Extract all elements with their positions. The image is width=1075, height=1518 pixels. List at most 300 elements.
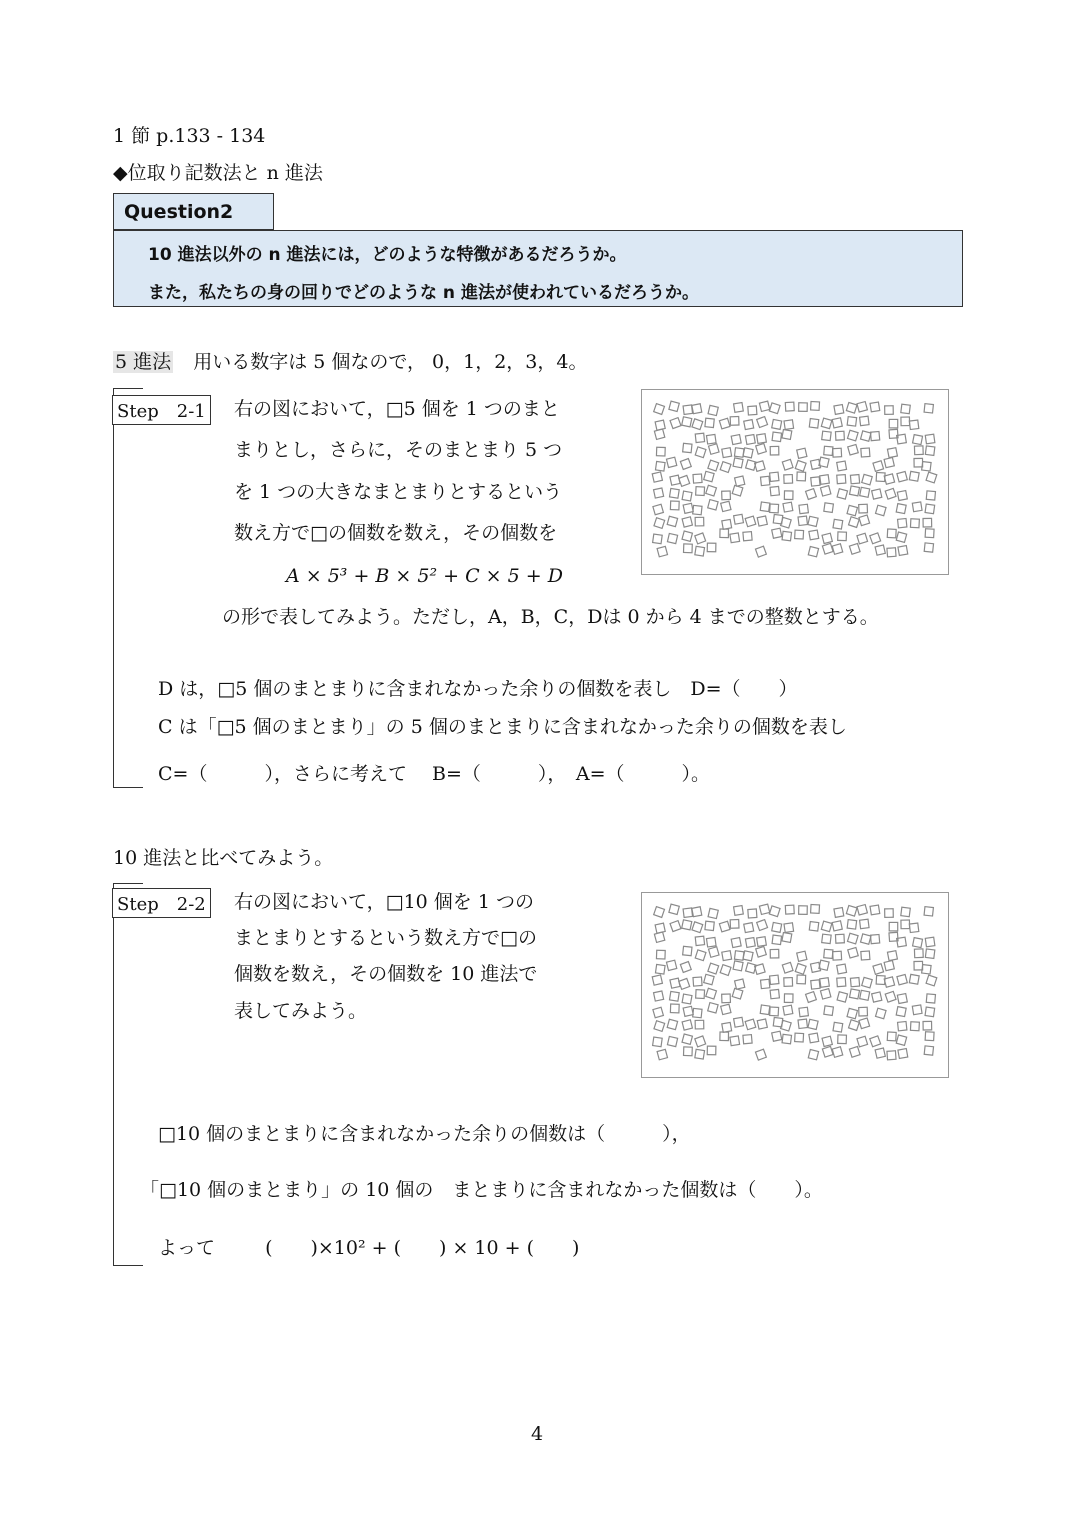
- square-shape: [870, 533, 881, 544]
- square-shape: [683, 1006, 693, 1016]
- square-shape: [770, 486, 779, 495]
- square-shape: [926, 994, 935, 1003]
- square-shape: [696, 990, 705, 999]
- square-shape: [695, 447, 706, 458]
- square-shape: [926, 975, 937, 986]
- square-shape: [822, 934, 831, 943]
- square-shape: [832, 1047, 843, 1058]
- square-shape: [719, 921, 730, 932]
- square-shape: [721, 501, 731, 511]
- base5-intro: 用いる数字は 5 個なので， 0，1，2，3，4。: [193, 351, 588, 373]
- remainder-line: □10 個のまとまりに含まれなかった余りの個数は（ ），: [158, 1123, 691, 1145]
- square-shape: [857, 402, 867, 412]
- square-shape: [722, 951, 732, 961]
- square-shape: [759, 401, 769, 411]
- square-shape: [887, 951, 897, 961]
- square-shape: [654, 429, 664, 439]
- step1-text-line: まりとし，さらに，そのまとまり 5 つ: [234, 439, 563, 461]
- square-shape: [848, 948, 859, 959]
- square-shape: [808, 1019, 818, 1029]
- square-shape: [709, 444, 720, 455]
- square-shape: [770, 989, 779, 998]
- square-shape: [811, 401, 820, 410]
- square-shape: [834, 908, 844, 918]
- square-shape: [657, 546, 667, 556]
- square-shape: [695, 936, 704, 945]
- square-shape: [795, 530, 804, 539]
- square-shape: [783, 1005, 793, 1015]
- square-shape: [748, 406, 757, 415]
- square-shape: [706, 937, 716, 947]
- square-shape: [901, 417, 910, 426]
- square-shape: [838, 1035, 847, 1044]
- square-shape: [859, 1007, 868, 1016]
- step2-text-line: 右の図において，□10 個を 1 つの: [234, 891, 534, 913]
- square-shape: [684, 1047, 693, 1056]
- square-shape: [705, 921, 714, 930]
- step2-bracket-top: [113, 883, 143, 884]
- square-shape: [730, 920, 739, 929]
- square-shape: [914, 949, 923, 958]
- square-shape: [835, 431, 844, 440]
- square-shape: [797, 472, 806, 481]
- square-shape: [924, 1046, 933, 1055]
- square-shape: [795, 1033, 804, 1042]
- square-shape: [683, 443, 692, 452]
- d-line: D は，□5 個のまとまりに含まれなかった余りの個数を表し D=（ ）: [158, 678, 798, 700]
- square-shape: [873, 461, 884, 472]
- step1-bracket-top: [113, 388, 143, 389]
- square-shape: [707, 1046, 716, 1055]
- square-shape: [914, 458, 923, 467]
- square-shape: [693, 977, 702, 986]
- square-shape: [655, 420, 665, 430]
- square-shape: [682, 517, 692, 527]
- square-shape: [926, 472, 937, 483]
- square-shape: [913, 938, 923, 948]
- square-shape: [760, 502, 770, 512]
- square-shape: [709, 947, 720, 958]
- square-shape: [730, 417, 739, 426]
- square-shape: [870, 1036, 881, 1047]
- square-shape: [860, 416, 869, 425]
- square-shape: [719, 418, 730, 429]
- square-shape: [695, 1049, 705, 1059]
- square-shape: [755, 964, 766, 975]
- square-shape: [820, 475, 830, 485]
- square-shape: [797, 448, 807, 458]
- square-shape: [656, 447, 665, 456]
- square-shape: [884, 977, 894, 987]
- square-shape: [683, 908, 692, 917]
- square-shape: [901, 920, 910, 929]
- step2-bracket: [113, 883, 114, 1266]
- square-shape: [838, 532, 847, 541]
- square-shape: [695, 950, 706, 961]
- square-shape: [757, 516, 767, 526]
- square-shape: [683, 405, 692, 414]
- square-shape: [875, 545, 885, 555]
- square-shape: [824, 949, 833, 958]
- square-shape: [743, 532, 752, 541]
- base10-intro: 10 進法と比べてみよう。: [113, 847, 334, 869]
- square-shape: [837, 489, 847, 499]
- square-shape: [708, 1003, 718, 1013]
- square-shape: [720, 529, 729, 538]
- square-shape: [859, 504, 868, 513]
- square-shape: [806, 489, 817, 500]
- square-shape: [720, 1032, 729, 1041]
- square-shape: [655, 923, 665, 933]
- square-shape: [706, 988, 717, 999]
- square-shape: [745, 938, 755, 948]
- square-shape: [897, 471, 907, 481]
- square-shape: [897, 434, 907, 444]
- square-shape: [870, 402, 880, 412]
- base5-intro-row: [113, 350, 587, 374]
- square-shape: [819, 960, 829, 970]
- square-shape: [708, 908, 718, 918]
- section-reference: 1 節 p.133 - 134: [113, 125, 266, 147]
- square-shape: [862, 977, 873, 988]
- square-shape: [755, 546, 766, 557]
- square-shape: [850, 978, 859, 987]
- square-shape: [748, 909, 757, 918]
- square-shape: [795, 460, 806, 471]
- square-shape: [782, 962, 793, 973]
- square-shape: [806, 992, 817, 1003]
- square-shape: [898, 546, 908, 556]
- square-shape: [734, 403, 744, 413]
- square-shape: [782, 531, 791, 540]
- square-shape: [861, 951, 870, 960]
- square-shape: [876, 473, 885, 482]
- square-shape: [708, 460, 719, 471]
- square-shape: [901, 907, 910, 916]
- square-shape: [654, 404, 665, 415]
- square-shape: [769, 403, 780, 414]
- square-shape: [770, 472, 779, 481]
- square-shape: [682, 417, 692, 427]
- square-shape: [859, 1018, 870, 1029]
- step2-bracket-bottom: [113, 1265, 143, 1266]
- square-shape: [760, 1005, 770, 1015]
- square-shape: [837, 461, 847, 471]
- square-shape: [679, 475, 690, 486]
- square-shape: [808, 1050, 818, 1060]
- square-shape: [887, 448, 897, 458]
- square-shape: [808, 547, 818, 557]
- square-shape: [872, 489, 882, 499]
- square-shape: [849, 544, 860, 555]
- square-shape: [782, 1034, 791, 1043]
- square-shape: [755, 461, 766, 472]
- square-shape: [734, 906, 744, 916]
- square-shape: [692, 907, 702, 917]
- square-shape: [682, 531, 692, 541]
- square-shape: [898, 1022, 907, 1031]
- square-shape: [670, 501, 679, 510]
- square-shape: [707, 543, 716, 552]
- square-shape: [860, 919, 869, 928]
- step-2-1-label: Step 2-1: [112, 395, 211, 425]
- step2-text-line: 表してみよう。: [234, 1000, 368, 1022]
- square-shape: [798, 516, 807, 525]
- square-shape: [693, 474, 702, 483]
- square-shape: [876, 505, 887, 516]
- square-shape: [847, 505, 857, 515]
- square-shape: [873, 964, 884, 975]
- square-shape: [693, 1008, 702, 1017]
- square-shape: [822, 1046, 833, 1057]
- square-shape: [835, 934, 844, 943]
- square-shape: [850, 989, 860, 999]
- square-shape: [925, 1032, 934, 1041]
- square-shape: [704, 471, 714, 481]
- square-shape: [809, 922, 818, 931]
- square-shape: [822, 431, 831, 440]
- square-shape: [846, 402, 857, 413]
- square-shape: [847, 1008, 857, 1018]
- square-shape: [885, 406, 894, 415]
- square-shape: [783, 502, 793, 512]
- square-shape: [924, 907, 933, 916]
- square-shape: [795, 963, 806, 974]
- group-line: 「□10 個のまとまり」の 10 個の まとまりに含まれなかった個数は（ ）。: [140, 1179, 823, 1201]
- square-shape: [784, 491, 793, 500]
- square-shape: [884, 474, 894, 484]
- result-prefix: よって: [158, 1237, 216, 1259]
- square-shape: [669, 488, 679, 498]
- square-shape: [657, 1049, 667, 1059]
- square-shape: [733, 961, 743, 971]
- step1-bracket-bottom: [113, 787, 143, 788]
- topic-heading: ◆位取り記数法と n 進法: [113, 162, 323, 184]
- square-shape: [669, 991, 679, 1001]
- square-shape: [925, 937, 935, 947]
- square-shape: [695, 546, 705, 556]
- square-shape: [744, 420, 754, 430]
- square-shape: [889, 922, 898, 931]
- square-shape: [833, 1022, 843, 1032]
- square-shape: [667, 516, 677, 526]
- square-shape: [924, 543, 933, 552]
- square-shape: [708, 500, 718, 510]
- square-shape: [772, 1031, 782, 1041]
- square-shape: [745, 435, 755, 445]
- square-shape: [912, 502, 922, 512]
- square-shape: [684, 544, 693, 553]
- square-shape: [720, 965, 731, 976]
- square-shape: [655, 461, 665, 471]
- square-shape: [834, 405, 844, 415]
- square-shape: [756, 946, 767, 957]
- square-shape: [870, 905, 880, 915]
- square-shape: [871, 431, 880, 440]
- square-shape: [755, 1049, 766, 1060]
- square-shape: [654, 907, 665, 918]
- form-instruction: の形で表してみよう。ただし，A，B，C，Dは 0 から 4 までの整数とする。: [222, 606, 879, 628]
- step1-text-line: 数え方で□の個数を数え，その個数を: [234, 522, 558, 544]
- question-line-2: また，私たちの身の回りでどのような n 進法が使われているだろうか。: [148, 283, 699, 303]
- square-shape: [731, 435, 741, 445]
- square-shape: [757, 434, 767, 444]
- step1-text-line: を 1 つの大きなまとまりとするという: [234, 481, 563, 503]
- square-shape: [884, 961, 894, 971]
- square-shape: [722, 519, 732, 529]
- square-shape: [656, 950, 665, 959]
- square-shape: [680, 459, 691, 470]
- square-shape: [809, 419, 818, 428]
- square-shape: [667, 1019, 677, 1029]
- square-shape: [885, 909, 894, 918]
- square-shape: [896, 532, 906, 542]
- squares-figure-2: [641, 892, 949, 1078]
- square-shape: [887, 1051, 896, 1060]
- square-shape: [914, 446, 923, 455]
- square-shape: [820, 486, 830, 496]
- square-shape: [824, 1006, 834, 1016]
- square-shape: [897, 491, 907, 501]
- c-line: C は「□5 個のまとまり」の 5 個のまとまりに含まれなかった余りの個数を表し: [158, 716, 847, 738]
- square-shape: [654, 1021, 665, 1032]
- square-shape: [875, 1048, 885, 1058]
- square-shape: [887, 1032, 896, 1041]
- square-shape: [924, 404, 933, 413]
- square-shape: [784, 923, 794, 933]
- square-shape: [925, 949, 934, 958]
- square-shape: [743, 1035, 752, 1044]
- square-shape: [734, 1017, 744, 1027]
- square-shape: [862, 474, 873, 485]
- square-shape: [654, 518, 665, 529]
- square-shape: [761, 979, 770, 988]
- square-shape: [897, 994, 907, 1004]
- square-shape: [745, 516, 756, 527]
- question-tab-label: Question2: [124, 201, 234, 223]
- square-shape: [798, 1019, 807, 1028]
- square-shape: [910, 519, 919, 528]
- square-shape: [695, 1036, 706, 1047]
- square-shape: [669, 904, 679, 914]
- square-shape: [820, 978, 830, 988]
- square-shape: [797, 975, 806, 984]
- square-shape: [757, 1019, 767, 1029]
- square-shape: [721, 1004, 731, 1014]
- square-shape: [722, 1022, 732, 1032]
- square-shape: [666, 457, 676, 467]
- result-expression: ( )×10² + ( ) × 10 + ( ): [265, 1237, 580, 1259]
- square-shape: [822, 1036, 832, 1046]
- square-shape: [887, 548, 896, 557]
- square-shape: [799, 504, 808, 513]
- square-shape: [847, 417, 856, 426]
- square-shape: [682, 491, 692, 501]
- square-shape: [784, 420, 794, 430]
- square-shape: [909, 420, 918, 429]
- square-shape: [832, 418, 842, 428]
- question-line-1: 10 進法以外の n 進法には，どのような特徴があるだろうか。: [148, 245, 627, 265]
- square-shape: [784, 978, 793, 987]
- square-shape: [811, 980, 820, 989]
- square-shape: [735, 476, 745, 486]
- square-shape: [652, 472, 662, 482]
- square-shape: [857, 1036, 868, 1047]
- square-shape: [861, 448, 870, 457]
- square-shape: [876, 976, 885, 985]
- square-shape: [743, 448, 753, 458]
- square-shape: [653, 1007, 664, 1018]
- square-shape: [722, 994, 731, 1003]
- square-shape: [837, 964, 847, 974]
- square-shape: [772, 419, 782, 429]
- square-shape: [670, 418, 681, 429]
- square-shape: [910, 1022, 919, 1031]
- square-shape: [912, 1005, 922, 1015]
- square-shape: [770, 975, 779, 984]
- square-shape: [876, 1008, 887, 1019]
- square-shape: [913, 435, 923, 445]
- result-line: [158, 1236, 579, 1260]
- question-tab: [113, 193, 274, 230]
- square-shape: [682, 1034, 692, 1044]
- square-shape: [925, 1007, 935, 1017]
- square-shape: [897, 974, 907, 984]
- square-shape: [784, 994, 793, 1003]
- square-shape: [887, 529, 896, 538]
- square-shape: [757, 417, 768, 428]
- step1-text-line: 右の図において，□5 個を 1 つのまと: [234, 398, 560, 420]
- square-shape: [837, 475, 846, 484]
- square-shape: [695, 433, 704, 442]
- square-shape: [653, 504, 664, 515]
- square-shape: [652, 975, 662, 985]
- square-shape: [680, 962, 691, 973]
- square-shape: [898, 519, 907, 528]
- square-shape: [722, 448, 732, 458]
- square-shape: [670, 921, 681, 932]
- square-shape: [769, 906, 780, 917]
- square-shape: [667, 533, 677, 543]
- square-shape: [832, 921, 842, 931]
- square-shape: [692, 922, 703, 933]
- square-shape: [757, 937, 767, 947]
- square-shape: [833, 951, 842, 960]
- square-shape: [772, 922, 782, 932]
- square-shape: [799, 403, 808, 412]
- square-shape: [821, 921, 832, 932]
- square-shape: [731, 938, 741, 948]
- square-shape: [811, 904, 820, 913]
- square-shape: [896, 1007, 906, 1017]
- square-shape: [772, 432, 781, 441]
- square-shape: [784, 475, 793, 484]
- base5-label: 5 進法: [115, 351, 172, 373]
- square-shape: [846, 905, 857, 916]
- square-shape: [670, 978, 680, 988]
- page-number: 4: [531, 1423, 544, 1445]
- square-shape: [850, 486, 860, 496]
- square-shape: [756, 443, 767, 454]
- square-shape: [799, 1007, 808, 1016]
- step1-bracket: [113, 388, 114, 788]
- square-shape: [871, 934, 880, 943]
- square-shape: [857, 905, 867, 915]
- square-shape: [669, 401, 679, 411]
- square-shape: [861, 934, 871, 944]
- square-shape: [898, 1049, 908, 1059]
- square-shape: [849, 517, 860, 528]
